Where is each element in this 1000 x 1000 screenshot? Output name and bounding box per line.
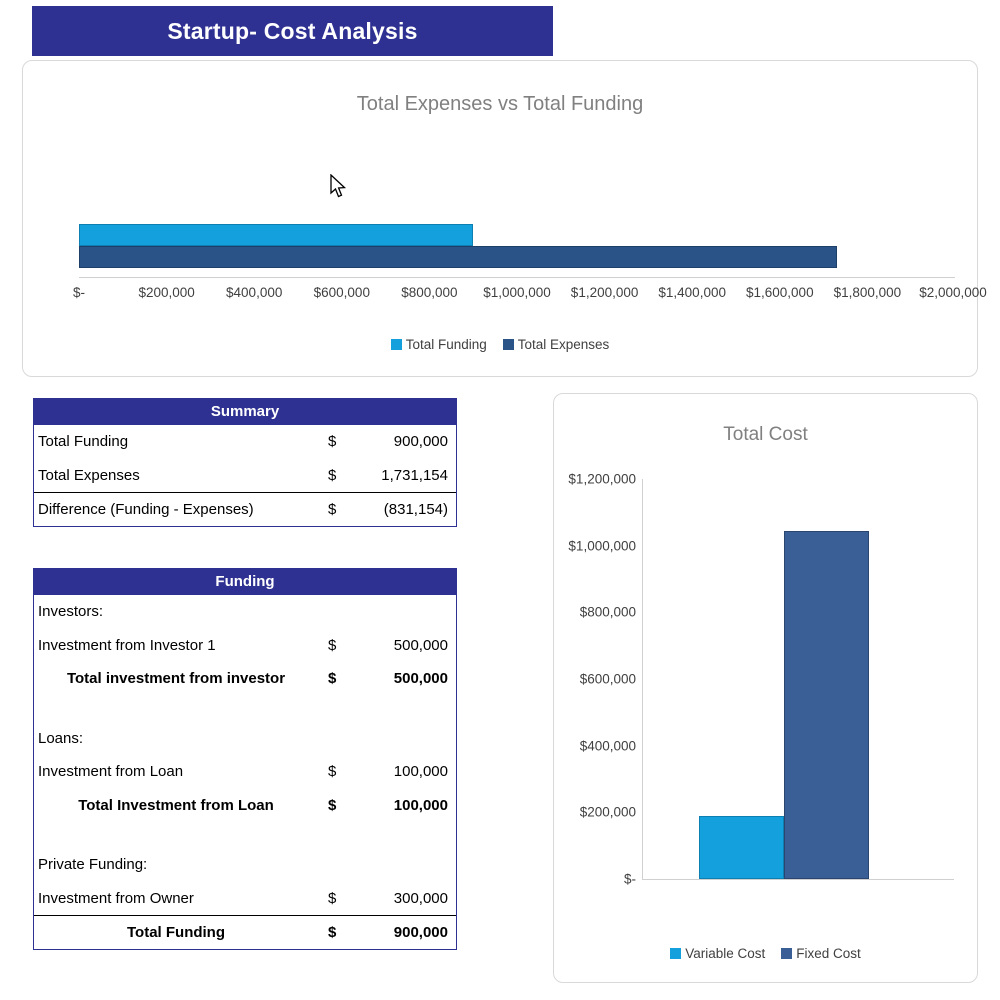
legend-label: Total Expenses	[517, 337, 610, 352]
total-expenses-vs-funding-chart[interactable]	[22, 60, 987, 377]
page-title: Startup- Cost Analysis	[32, 6, 553, 56]
chart-title: Total Expenses vs Total Funding	[356, 93, 644, 115]
row-value: 300,000	[393, 889, 448, 907]
bar-total-expenses[interactable]	[79, 246, 837, 268]
vertical-bar-plot-area	[568, 471, 954, 887]
row-value: 1,731,154	[381, 466, 448, 484]
x-tick: $800,000	[401, 285, 458, 300]
legend-swatch-icon	[391, 339, 402, 350]
row-label: Total Funding	[38, 433, 129, 451]
x-tick: $600,000	[313, 285, 370, 300]
row-value: 500,000	[393, 636, 448, 654]
row-label: Investment from Loan	[38, 763, 184, 781]
table-row[interactable]	[34, 789, 456, 823]
row-currency: $	[328, 466, 337, 484]
chart-legend	[554, 946, 977, 961]
bar-fixed-cost[interactable]	[784, 531, 869, 879]
row-label: Investment from Investor 1	[38, 636, 216, 654]
y-tick: $200,000	[579, 804, 636, 820]
x-tick: $1,000,000	[483, 285, 551, 300]
table-row[interactable]	[34, 629, 456, 663]
table-row[interactable]	[34, 848, 456, 882]
chart-legend	[23, 337, 977, 352]
row-currency: $	[328, 889, 337, 907]
row-label: Private Funding:	[38, 856, 148, 874]
legend-label: Fixed Cost	[796, 946, 861, 961]
row-currency: $	[328, 433, 337, 451]
x-tick: $-	[72, 285, 86, 300]
row-label: Total Funding	[126, 923, 226, 941]
funding-table	[33, 568, 457, 950]
row-value: 100,000	[393, 796, 448, 814]
legend-swatch-icon	[670, 948, 681, 959]
table-row[interactable]	[34, 595, 456, 629]
legend-swatch-icon	[503, 339, 514, 350]
legend-item-total-expenses[interactable]	[503, 337, 610, 352]
table-row-spacer[interactable]	[34, 822, 456, 848]
bar-variable-cost[interactable]	[699, 816, 784, 879]
x-axis-line	[79, 277, 955, 278]
row-label: Investors:	[38, 603, 104, 621]
summary-table	[33, 398, 457, 527]
funding-table-header: Funding	[34, 569, 456, 595]
table-row[interactable]	[34, 915, 456, 949]
y-tick: $400,000	[579, 738, 636, 754]
x-tick: $1,200,000	[570, 285, 639, 300]
y-tick: $800,000	[579, 604, 636, 620]
table-row[interactable]	[34, 722, 456, 756]
chart-title: Total Cost	[723, 424, 808, 445]
row-currency: $	[328, 796, 337, 814]
horizontal-bar-plot-area	[79, 166, 955, 276]
x-tick: $400,000	[226, 285, 283, 300]
x-tick: $1,800,000	[833, 285, 902, 300]
y-tick: $1,200,000	[568, 471, 636, 487]
table-row[interactable]	[34, 882, 456, 916]
row-value: 900,000	[393, 433, 448, 451]
row-label: Investment from Owner	[38, 889, 194, 907]
y-tick: $-	[623, 871, 636, 887]
row-currency: $	[328, 763, 337, 781]
y-tick: $600,000	[579, 671, 636, 687]
legend-label: Variable Cost	[685, 946, 766, 961]
table-row[interactable]	[34, 492, 456, 526]
legend-item-total-funding[interactable]	[391, 337, 487, 352]
row-label: Total investment from investor	[66, 670, 286, 688]
row-label: Difference (Funding - Expenses)	[38, 500, 254, 518]
table-row[interactable]	[34, 425, 456, 459]
y-tick: $1,000,000	[568, 538, 636, 554]
x-tick: $1,400,000	[658, 285, 726, 300]
row-currency: $	[328, 670, 337, 688]
row-value: 100,000	[393, 763, 448, 781]
x-tick: $2,000,000	[919, 285, 987, 300]
legend-label: Total Funding	[405, 337, 487, 352]
x-tick: $200,000	[138, 285, 195, 300]
row-label: Total Investment from Loan	[78, 796, 274, 814]
table-row-spacer[interactable]	[34, 696, 456, 722]
table-row[interactable]	[34, 459, 456, 493]
y-axis-line	[642, 479, 643, 879]
row-currency: $	[328, 923, 337, 941]
x-axis-line	[642, 879, 954, 880]
row-label: Loans:	[38, 729, 84, 747]
table-row[interactable]	[34, 755, 456, 789]
row-value: 900,000	[393, 923, 448, 941]
legend-item-fixed-cost[interactable]	[781, 946, 861, 961]
table-row[interactable]	[34, 662, 456, 696]
legend-swatch-icon	[781, 948, 792, 959]
row-currency: $	[328, 500, 337, 518]
row-value: 500,000	[393, 670, 448, 688]
row-value: (831,154)	[383, 500, 448, 518]
legend-item-variable-cost[interactable]	[670, 946, 765, 961]
summary-table-header: Summary	[34, 399, 456, 425]
bottom-edge	[0, 992, 1000, 1000]
row-currency: $	[328, 636, 337, 654]
bar-total-funding[interactable]	[79, 224, 473, 246]
x-axis-tick-labels	[23, 285, 987, 309]
row-label: Total Expenses	[38, 466, 140, 484]
total-cost-chart[interactable]	[553, 393, 978, 983]
x-tick: $1,600,000	[746, 285, 814, 300]
